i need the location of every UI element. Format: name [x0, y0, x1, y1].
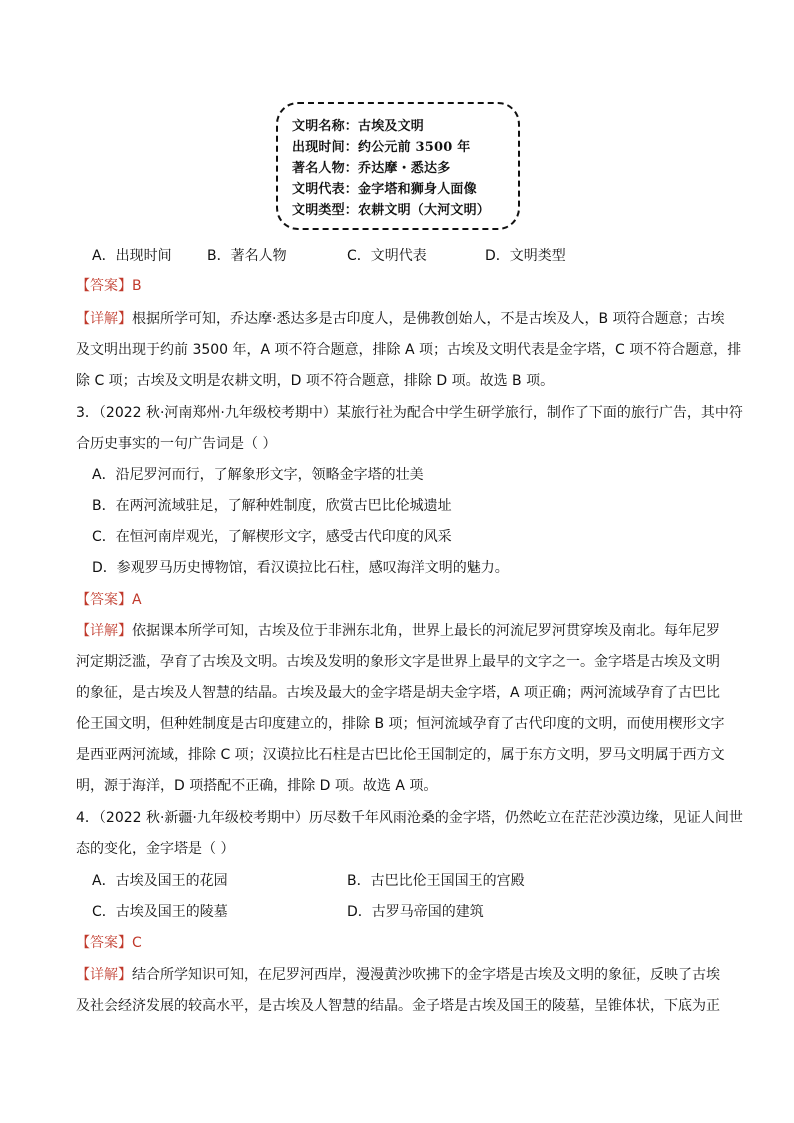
answer-value: B	[132, 278, 142, 294]
q3-option-c: C．在恒河南岸观光，了解楔形文字，感受古代印度的风采	[92, 529, 452, 545]
q4-answer	[76, 933, 142, 953]
q4-option-c: C．古埃及国王的陵墓	[92, 904, 228, 920]
card-line-name: 文明名称：古埃及文明	[292, 119, 425, 134]
card-line-person: 著名人物：乔达摩・悉达多	[292, 161, 451, 176]
q4-option-d: D．古罗马帝国的建筑	[347, 904, 484, 920]
q3-stem-line-2: 合历史事实的一句广告词是（ ）	[76, 436, 277, 452]
q2-option-b: B．著名人物	[207, 248, 287, 264]
answer-tag: 【答案】	[76, 278, 132, 294]
q2-detail-line-3: 除 C 项；古埃及文明是农耕文明，D 项不符合题意，排除 D 项。故选 B 项。	[76, 373, 555, 389]
card-line-time: 出现时间：约公元前 3500 年	[292, 140, 471, 155]
q4-stem-line-2: 态的变化，金字塔是（ ）	[76, 841, 235, 857]
q4-option-b: B．古巴比伦王国国王的宫殿	[347, 873, 525, 889]
q3-detail-line-1	[76, 621, 720, 641]
q4-stem-line-1: 4．（2022 秋·新疆·九年级校考期中）历尽数千年风雨沧桑的金字塔，仍然屹立在茫茫沙漠边缘，见证人间世	[76, 810, 743, 826]
answer-value: A	[132, 592, 142, 608]
q4-detail-line-1	[76, 965, 720, 985]
q2-detail-line-2: 及文明出现于约前 3500 年，A 项不符合题意，排除 A 项；古埃及文明代表是金字塔，C 项不符合题意，排	[76, 342, 742, 358]
q2-option-c: C．文明代表	[347, 248, 427, 264]
q4-option-a: A．古埃及国王的花园	[92, 873, 228, 889]
q3-answer	[76, 590, 142, 610]
q2-detail-line-1	[76, 309, 725, 329]
card-line-type: 文明类型：农耕文明（大河文明）	[292, 203, 491, 218]
detail-tag: 【详解】	[76, 967, 132, 983]
q3-option-b: B．在两河流域驻足，了解种姓制度，欣赏古巴比伦城遗址	[92, 498, 452, 514]
civilization-info-card	[276, 102, 520, 230]
answer-value: C	[132, 935, 142, 951]
q3-detail-line-4: 伦王国文明，但种姓制度是古印度建立的，排除 B 项；恒河流域孕育了古代印度的文明，而使用楔形文字	[76, 716, 725, 732]
q3-detail-line-2: 河定期泛滥，孕育了古埃及文明。古埃及发明的象形文字是世界上最早的文字之一。金字塔是古埃及文明	[76, 654, 720, 670]
q3-option-a: A．沿尼罗河而行，了解象形文字，领略金字塔的壮美	[92, 467, 424, 483]
detail-text: 根据所学可知，乔达摩·悉达多是古印度人，是佛教创始人，不是古埃及人，B 项符合题意；古埃	[132, 311, 725, 327]
detail-tag: 【详解】	[76, 623, 132, 639]
detail-text: 依据课本所学可知，古埃及位于非洲东北角，世界上最长的河流尼罗河贯穿埃及南北。每年尼罗	[132, 623, 720, 639]
q3-detail-line-6: 明，源于海洋，D 项搭配不正确，排除 D 项。故选 A 项。	[76, 778, 438, 794]
q2-option-a: A．出现时间	[92, 248, 172, 264]
detail-text: 结合所学知识可知，在尼罗河西岸，漫漫黄沙吹拂下的金字塔是古埃及文明的象征，反映了古埃	[132, 967, 720, 983]
q3-detail-line-3: 的象征，是古埃及人智慧的结晶。古埃及最大的金字塔是胡夫金字塔，A 项正确；两河流域孕育了古巴比	[76, 685, 721, 701]
detail-tag: 【详解】	[76, 311, 132, 327]
q2-answer	[76, 276, 142, 296]
q3-detail-line-5: 是西亚两河流域，排除 C 项；汉谟拉比石柱是古巴比伦王国制定的，属于东方文明，罗马文明属于西方文	[76, 747, 725, 763]
card-line-representative: 文明代表：金字塔和狮身人面像	[292, 182, 477, 197]
answer-tag: 【答案】	[76, 592, 132, 608]
answer-tag: 【答案】	[76, 935, 132, 951]
q2-option-d: D．文明类型	[485, 248, 566, 264]
q3-option-d: D．参观罗马历史博物馆，看汉谟拉比石柱，感叹海洋文明的魅力。	[92, 560, 509, 576]
q4-detail-line-2: 及社会经济发展的较高水平，是古埃及人智慧的结晶。金子塔是古埃及国王的陵墓，呈锥体状，下底为正	[76, 998, 720, 1014]
q3-stem-line-1: 3．（2022 秋·河南郑州·九年级校考期中）某旅行社为配合中学生研学旅行，制作了下面的旅行广告，其中符	[76, 405, 743, 421]
